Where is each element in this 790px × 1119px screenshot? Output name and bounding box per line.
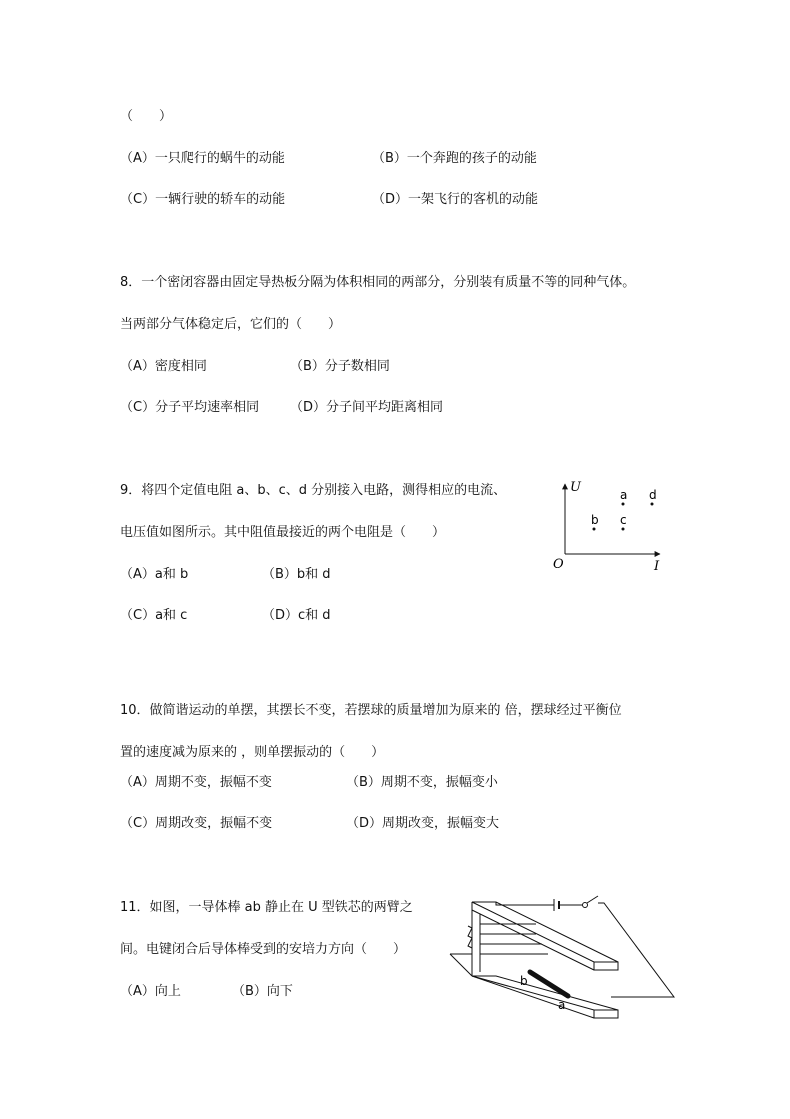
q9-point-label-c: c: [620, 513, 627, 527]
q9-origin-label: O: [553, 557, 564, 572]
q11-option-a[interactable]: （A）向上: [120, 984, 181, 999]
q11-label-b: b: [520, 974, 528, 988]
q11-upper-arm-edge-bottom: [472, 910, 594, 970]
q10-option-b[interactable]: （B）周期不变，振幅变小: [346, 775, 498, 790]
q11-base-plane-diagonal: [450, 954, 472, 976]
q9-point-label-d: d: [649, 488, 657, 502]
q11-wire-right: [598, 903, 674, 997]
q7-stem-tail: （ ）: [120, 109, 173, 124]
q9-point-d: [651, 503, 654, 506]
q11-upper-arm-top: [472, 902, 618, 962]
q11-upper-arm-front: [594, 962, 618, 970]
q9-point-label-b: b: [591, 513, 599, 527]
q10-option-a[interactable]: （A）周期不变，振幅不变: [120, 775, 272, 790]
q7-option-a[interactable]: （A）一只爬行的蜗牛的动能: [120, 151, 285, 166]
q8-option-d[interactable]: （D）分子间平均距离相同: [290, 400, 444, 415]
q9-option-c[interactable]: （C）a和 c: [120, 608, 188, 623]
q9-option-b[interactable]: （B）b和 d: [262, 567, 331, 582]
q11-switch-blade: [587, 896, 598, 903]
q11-conductor-rod-ab: [530, 972, 568, 996]
q9-option-d[interactable]: （D）c和 d: [262, 608, 331, 623]
q7-option-d[interactable]: （D）一架飞行的客机的动能: [372, 192, 539, 207]
q8-stem-line1: 8．一个密闭容器由固定导热板分隔为体积相同的两部分，分别装有质量不等的同种气体。: [120, 275, 636, 290]
q11-stem-line1: 11．如图，一导体棒 ab 静止在 U 型铁芯的两臂之: [120, 900, 413, 915]
q11-u-core-figure: [446, 892, 686, 1027]
q8-option-b[interactable]: （B）分子数相同: [290, 359, 390, 374]
q10-option-c[interactable]: （C）周期改变，振幅不变: [120, 816, 273, 831]
q11-lower-arm-edge: [472, 976, 594, 1018]
q11-lower-arm-front: [594, 1010, 618, 1018]
q10-stem-line1: 10．做简谐运动的单摆，其摆长不变，若摆球的质量增加为原来的 倍，摆球经过平衡位: [120, 703, 622, 718]
q9-point-label-a: a: [620, 488, 628, 502]
q11-switch-pivot: [583, 903, 588, 908]
q8-stem-line2: 当两部分气体稳定后，它们的（ ）: [120, 317, 342, 332]
q11-stem-line2: 间。电键闭合后导体棒受到的安培力方向（ ）: [120, 942, 407, 957]
q7-option-b[interactable]: （B）一个奔跑的孩子的动能: [372, 151, 537, 166]
q11-option-b[interactable]: （B）向下: [232, 984, 293, 999]
q9-ui-graph: [548, 476, 678, 576]
q11-label-a: a: [558, 998, 566, 1012]
q9-point-b: [593, 528, 596, 531]
q10-stem-line2: 置的速度减为原来的 ，则单摆振动的（ ）: [120, 745, 385, 760]
q9-stem-line2: 电压值如图所示。其中阻值最接近的两个电阻是（ ）: [120, 525, 446, 540]
q9-point-c: [622, 528, 625, 531]
q7-option-c[interactable]: （C）一辆行驶的轿车的动能: [120, 192, 286, 207]
q9-point-a: [622, 503, 625, 506]
q9-option-a[interactable]: （A）a和 b: [120, 567, 189, 582]
q9-axis-y-label: U: [570, 480, 581, 495]
q8-option-a[interactable]: （A）密度相同: [120, 359, 207, 374]
q9-stem-line1: 9．将四个定值电阻 a、b、c、d 分别接入电路，测得相应的电流、: [120, 483, 507, 498]
q9-axis-x-label: I: [654, 559, 660, 574]
q10-option-d[interactable]: （D）周期改变，振幅变大: [346, 816, 500, 831]
q11-coil-lead: [468, 926, 472, 948]
q11-wire-top: [496, 902, 554, 905]
q8-option-c[interactable]: （C）分子平均速率相同: [120, 400, 260, 415]
